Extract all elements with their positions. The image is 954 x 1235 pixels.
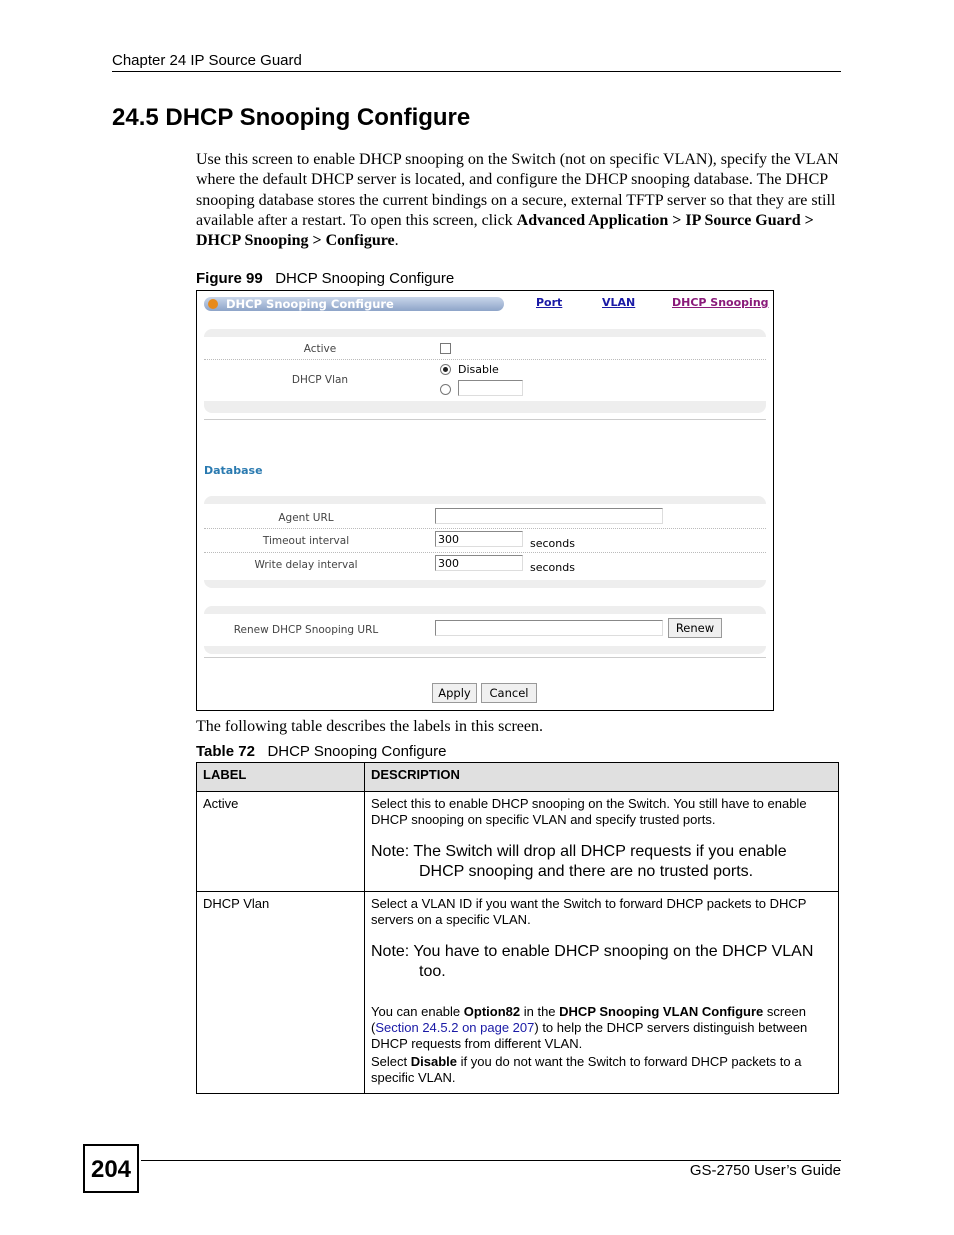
nav-link-vlan[interactable]: VLAN bbox=[602, 296, 636, 309]
apply-button[interactable]: Apply bbox=[432, 683, 477, 703]
intro-text: Use this screen to enable DHCP snooping on the Switch (not on specific VLAN), specify the VLAN where the default DHCP server is located, and configure the DHCP snooping database. The DHCP snooping database stores the current bindings on a secure, external TFTP server so that they are still available after a restart. To open this screen, click bbox=[196, 151, 839, 229]
description-column-header: DESCRIPTION bbox=[365, 763, 839, 792]
write-delay-input[interactable]: 300 bbox=[435, 555, 523, 571]
chapter-header: Chapter 24 IP Source Guard bbox=[112, 52, 302, 69]
table-label: Table 72 bbox=[196, 743, 255, 760]
intro-menu-path: Advanced Application > IP Source Guard > DHCP Snooping > Configure bbox=[196, 211, 814, 250]
table-title: DHCP Snooping Configure bbox=[267, 743, 447, 760]
database-panel bbox=[204, 496, 766, 588]
active-checkbox[interactable] bbox=[440, 343, 451, 354]
row-note: Note: You have to enable DHCP snooping on the DHCP VLAN too. bbox=[371, 943, 814, 980]
cancel-button[interactable]: Cancel bbox=[481, 683, 537, 703]
write-delay-label: Write delay interval bbox=[254, 559, 358, 571]
nav-link-port[interactable]: Port bbox=[536, 296, 563, 309]
header-rule bbox=[112, 71, 841, 72]
database-heading: Database bbox=[204, 464, 263, 477]
agent-url-input[interactable] bbox=[435, 508, 663, 524]
disable-label: Disable bbox=[458, 363, 499, 376]
row-label: DHCP Vlan bbox=[197, 892, 365, 1094]
label-column-header: LABEL bbox=[197, 763, 365, 792]
general-settings-panel bbox=[204, 329, 766, 413]
write-delay-seconds-unit: seconds bbox=[530, 561, 575, 574]
table-intro-text: The following table describes the labels in this screen. bbox=[196, 718, 544, 735]
renew-button[interactable]: Renew bbox=[668, 618, 722, 638]
dhcp-vlan-label: DHCP Vlan bbox=[291, 374, 349, 386]
row-option82-text: You can enable Option82 in the DHCP Snooping VLAN Configure screen (Section 24.5.2 on page 207) to help the DHCP servers distinguish between DHCP requests from different VLAN. bbox=[371, 1004, 808, 1051]
guide-title: GS-2750 User’s Guide bbox=[689, 1162, 841, 1179]
table-header-row bbox=[197, 763, 839, 792]
screen-title: DHCP Snooping Configure bbox=[226, 297, 394, 311]
timeout-interval-input[interactable]: 300 bbox=[435, 531, 523, 547]
title-bullet-icon bbox=[208, 299, 218, 309]
row-description-text: Select a VLAN ID if you want the Switch to forward DHCP packets to DHCP servers on a specific VLAN. bbox=[371, 896, 807, 927]
active-label: Active bbox=[303, 343, 337, 355]
vlan-id-radio[interactable] bbox=[440, 384, 451, 395]
table-caption bbox=[196, 743, 446, 760]
dhcp-snooping-screen bbox=[196, 290, 774, 711]
screen-title-bar bbox=[204, 297, 504, 311]
renew-url-label: Renew DHCP Snooping URL bbox=[233, 624, 379, 636]
row-description bbox=[365, 792, 839, 892]
figure-caption bbox=[196, 270, 454, 287]
row-disable-text: Select Disable if you do not want the Switch to forward DHCP packets to a specific VLAN. bbox=[371, 1054, 802, 1085]
section-link[interactable]: Section 24.5.2 on page 207 bbox=[375, 1020, 535, 1035]
table-row bbox=[197, 892, 839, 1094]
footer-rule bbox=[141, 1160, 841, 1161]
timeout-seconds-unit: seconds bbox=[530, 537, 575, 550]
figure-label: Figure 99 bbox=[196, 270, 263, 287]
page-number: 204 bbox=[83, 1144, 139, 1193]
renew-panel bbox=[204, 606, 766, 654]
intro-paragraph bbox=[196, 150, 842, 251]
divider bbox=[204, 419, 766, 420]
intro-end: . bbox=[394, 232, 399, 250]
figure-title: DHCP Snooping Configure bbox=[275, 270, 455, 287]
vlan-disable-radio[interactable] bbox=[440, 364, 451, 375]
table-row bbox=[197, 792, 839, 892]
agent-url-label: Agent URL bbox=[278, 512, 334, 524]
row-note: Note: The Switch will drop all DHCP requests if you enable DHCP snooping and there are no trusted ports. bbox=[371, 843, 787, 880]
description-table bbox=[196, 762, 839, 1094]
row-label: Active bbox=[197, 792, 365, 892]
section-title: 24.5 DHCP Snooping Configure bbox=[112, 104, 471, 131]
row-description-text: Select this to enable DHCP snooping on the Switch. You still have to enable DHCP snooping on specific VLAN and specify trusted ports. bbox=[371, 796, 807, 827]
timeout-interval-label: Timeout interval bbox=[262, 535, 350, 547]
divider bbox=[204, 657, 766, 658]
renew-url-input[interactable] bbox=[435, 620, 663, 636]
nav-link-dhcp-snooping[interactable]: DHCP Snooping bbox=[672, 296, 769, 309]
vlan-id-input[interactable] bbox=[458, 380, 523, 396]
row-description bbox=[365, 892, 839, 1094]
